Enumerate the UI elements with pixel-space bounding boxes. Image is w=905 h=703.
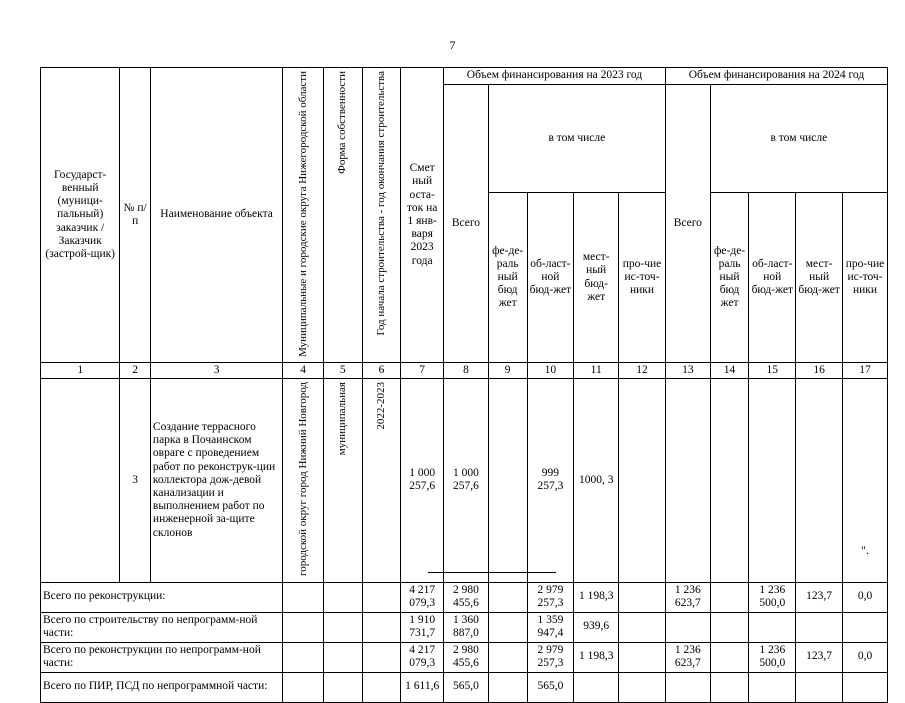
header-customer: Государст-венный (муници-пальный) заказчик / Заказчик (застрой-щик) [41, 68, 120, 363]
totals-label: Всего по строительству по непрограмм-ной части: [41, 612, 283, 642]
col-num: 3 [150, 363, 282, 379]
header-fin-2024: Объем финансирования на 2024 год [665, 68, 887, 85]
col-num: 1 [41, 363, 120, 379]
totals-c8: 1 360 887,0 [444, 612, 489, 642]
totals-c7: 1 910 731,7 [401, 612, 444, 642]
totals-row [41, 582, 888, 612]
cell-num: 3 [120, 379, 151, 582]
column-numbers-row [41, 363, 888, 379]
cell-federal-2023 [488, 379, 527, 582]
totals-row [41, 612, 888, 642]
header-local-2024: мест-ный бюд-жет [796, 193, 843, 363]
col-num: 2 [120, 363, 151, 379]
totals-c8: 2 980 455,6 [444, 582, 489, 612]
header-including-2023: в том числе [488, 85, 665, 193]
header-regional-2024: об-ласт-ной бюд-жет [749, 193, 796, 363]
cell-ownership-text: муниципальная [336, 382, 349, 456]
totals-c7: 4 217 079,3 [401, 642, 444, 672]
totals-c13: 1 236 623,7 [665, 582, 710, 612]
totals-row [41, 642, 888, 672]
totals-c13: 1 236 623,7 [665, 642, 710, 672]
totals-c16: 123,7 [796, 582, 843, 612]
totals-c17 [843, 672, 888, 702]
cell-federal-2024 [710, 379, 749, 582]
totals-c8: 565,0 [444, 672, 489, 702]
totals-c13 [665, 672, 710, 702]
cell-regional-2023: 999 257,3 [527, 379, 574, 582]
totals-c11: 939,6 [574, 612, 619, 642]
col-num: 7 [401, 363, 444, 379]
col-num: 14 [710, 363, 749, 379]
col-num: 15 [749, 363, 796, 379]
col-num: 11 [574, 363, 619, 379]
header-municipality [283, 68, 324, 363]
cell-customer [41, 379, 120, 582]
cell-local-2023: 1000, 3 [574, 379, 619, 582]
cell-ownership [323, 379, 362, 582]
totals-c17 [843, 612, 888, 642]
page-number: 7 [449, 38, 456, 52]
cell-years-text: 2022-2023 [375, 382, 388, 430]
header-num: № п/п [120, 68, 151, 363]
col-num: 10 [527, 363, 574, 379]
cell-years [362, 379, 401, 582]
header-municipality-text: Муниципальные и городские округа Нижегородской области [296, 71, 309, 357]
header-years [362, 68, 401, 363]
col-num: 6 [362, 363, 401, 379]
totals-c13 [665, 612, 710, 642]
totals-c10: 1 359 947,4 [527, 612, 574, 642]
col-num: 5 [323, 363, 362, 379]
cell-total-2024 [665, 379, 710, 582]
totals-c16 [796, 612, 843, 642]
header-federal-2023: фе-де-раль ный бюд жет [488, 193, 527, 363]
totals-c15 [749, 672, 796, 702]
footer-separator-line [428, 572, 556, 573]
totals-c11: 1 198,3 [574, 642, 619, 672]
totals-c17: 0,0 [843, 642, 888, 672]
closing-mark: ". [861, 543, 869, 557]
cell-municipality [283, 379, 324, 582]
totals-c15 [749, 612, 796, 642]
header-fin-2023: Объем финансирования на 2023 год [444, 68, 666, 85]
totals-c15: 1 236 500,0 [749, 642, 796, 672]
totals-c7: 1 611,6 [401, 672, 444, 702]
header-other-2024: про-чие ис-точ-ники [843, 193, 888, 363]
col-num: 16 [796, 363, 843, 379]
totals-c7: 4 217 079,3 [401, 582, 444, 612]
totals-c10: 565,0 [527, 672, 574, 702]
header-local-2023: мест-ный бюд-жет [574, 193, 619, 363]
header-other-2023: про-чие ис-точ-ники [619, 193, 666, 363]
totals-c8: 2 980 455,6 [444, 642, 489, 672]
totals-c16: 123,7 [796, 642, 843, 672]
header-object-name: Наименование объекта [150, 68, 282, 363]
cell-local-2024 [796, 379, 843, 582]
header-ownership-text: Форма собственности [336, 71, 349, 174]
cell-remainder: 1 000 257,6 [401, 379, 444, 582]
totals-row [41, 672, 888, 702]
totals-c17: 0,0 [843, 582, 888, 612]
header-total-2024: Всего [665, 85, 710, 363]
col-num: 13 [665, 363, 710, 379]
cell-regional-2024 [749, 379, 796, 582]
header-ownership [323, 68, 362, 363]
header-years-text: Год начала строительства - год окончания строительства [375, 71, 388, 336]
totals-c10: 2 979 257,3 [527, 582, 574, 612]
totals-c10: 2 979 257,3 [527, 642, 574, 672]
totals-label: Всего по ПИР, ПСД по непрограммной части: [41, 672, 283, 702]
cell-municipality-text: городской округ город Нижний Новгород [296, 382, 309, 577]
totals-label: Всего по реконструкции по непрограмм-ной части: [41, 642, 283, 672]
header-total-2023: Всего [444, 85, 489, 363]
col-num: 17 [843, 363, 888, 379]
cell-object-name: Создание террасного парка в Почаинском овраге с проведением работ по реконструк-ции коллектора дож-девой канализации и выполнением работ по инженерной за-щите склонов [150, 379, 282, 582]
cell-total-2023: 1 000 257,6 [444, 379, 489, 582]
col-num: 12 [619, 363, 666, 379]
totals-c15: 1 236 500,0 [749, 582, 796, 612]
cell-other-2023 [619, 379, 666, 582]
header-federal-2024: фе-де-раль ный бюд жет [710, 193, 749, 363]
object-row [41, 379, 888, 582]
col-num: 8 [444, 363, 489, 379]
totals-label: Всего по реконструкции: [41, 582, 283, 612]
col-num: 9 [488, 363, 527, 379]
col-num: 4 [283, 363, 324, 379]
totals-c11 [574, 672, 619, 702]
header-remainder: Смет ный оста-ток на 1 янв-варя 2023 года [401, 68, 444, 363]
financing-table [40, 67, 888, 703]
header-including-2024: в том числе [710, 85, 887, 193]
totals-c16 [796, 672, 843, 702]
header-regional-2023: об-ласт-ной бюд-жет [527, 193, 574, 363]
totals-c11: 1 198,3 [574, 582, 619, 612]
